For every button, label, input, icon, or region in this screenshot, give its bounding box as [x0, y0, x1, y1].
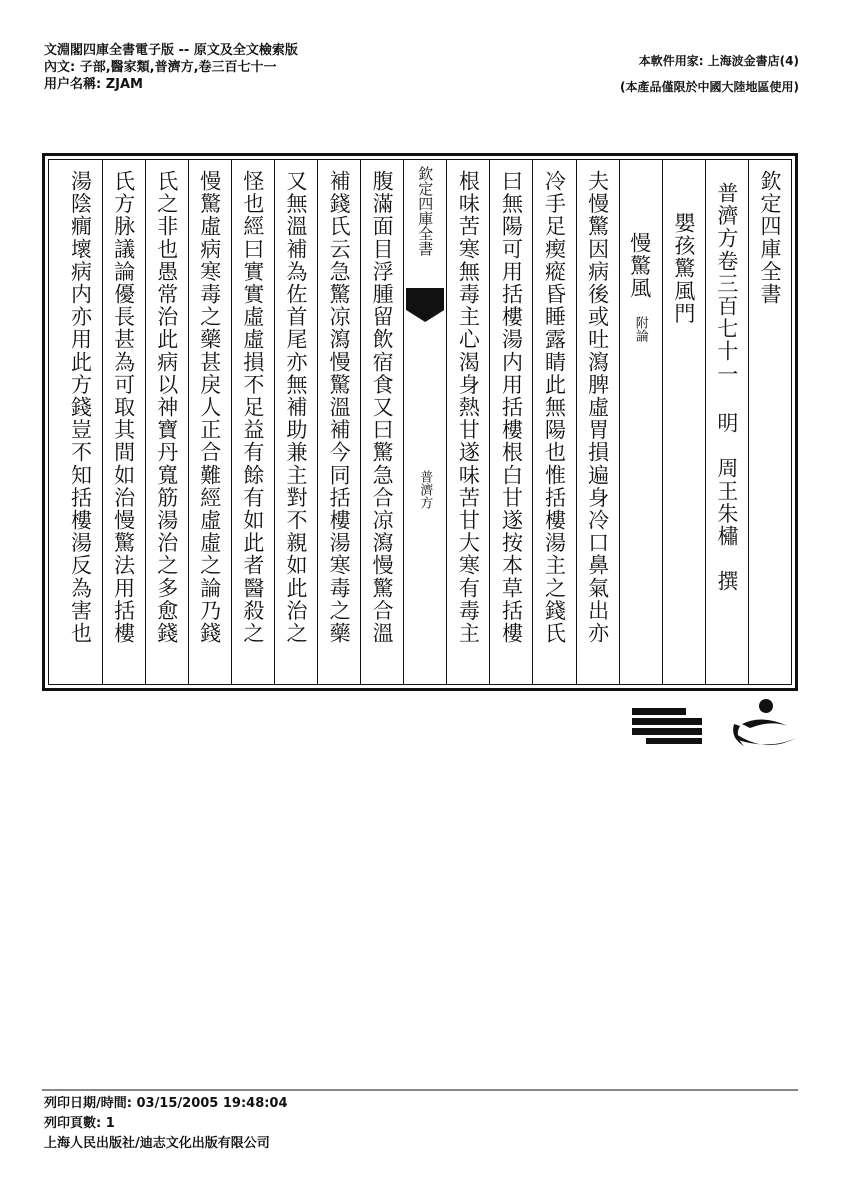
text-column: [748, 160, 791, 684]
book-title: 欽定四庫全書: [758, 170, 782, 306]
text-column: [532, 160, 575, 684]
author-line: 明 周王朱橚 撰: [714, 411, 739, 593]
header-region-notice: (本產品僅限於中國大陸地區使用): [620, 80, 799, 94]
text-column: [446, 160, 489, 684]
text-column: [662, 160, 705, 684]
footer: [44, 1094, 288, 1154]
header-content-path: 內文: 子部,醫家類,普濟方,卷三百七十一: [44, 60, 277, 75]
text-line: 又無溫補為佐首尾亦無補助兼主對不親如此治之: [283, 170, 308, 645]
text-line: 慢驚虛病寒毒之藥甚戾人正合難經虛虛之論乃錢: [197, 170, 222, 645]
text-line: 怪也經曰實實虛虛損不足益有餘有如此者醫殺之: [240, 170, 265, 645]
text-column: [489, 160, 532, 684]
center-fold: [403, 160, 446, 684]
text-line: 湯陰癇壞病内亦用此方錢豈不知括樓湯反為害也: [68, 170, 93, 645]
text-line: 腹滿面目浮腫留飲宿食又曰驚急合凉瀉慢驚合溫: [370, 170, 395, 645]
fold-book-title: 欽定四庫全書: [416, 166, 435, 256]
subsection-note: 附論: [632, 316, 648, 343]
section-heading: 嬰孩驚風門: [671, 212, 696, 325]
text-line: 補錢氏云急驚凉瀉慢驚溫補今同括樓湯寒毒之藥: [327, 170, 352, 645]
print-datetime: 列印日期/時間: 03/15/2005 19:48:04: [44, 1096, 288, 1111]
text-line: 曰無陽可用括樓湯内用括樓根白甘遂按本草括樓: [499, 170, 524, 645]
text-column: [619, 160, 662, 684]
header-username: 用户名稱: ZJAM: [44, 77, 143, 92]
text-line: 夫慢驚因病後或吐瀉脾虛胃損遍身冷口鼻氣出亦: [585, 170, 610, 645]
text-line: 根味苦寒無毒主心渴身熱甘遂味苦甘大寒有毒主: [456, 170, 481, 645]
chapter-title: 普濟方卷三百七十一: [714, 182, 739, 386]
text-line: 氏方脉議論優長甚為可取其間如治慢驚法用括樓: [111, 170, 136, 645]
subsection-heading: [620, 232, 662, 342]
fish-tail-mark: [406, 288, 444, 310]
text-column: [317, 160, 360, 684]
text-column: [231, 160, 274, 684]
text-column: [102, 160, 145, 684]
text-column: [576, 160, 619, 684]
fold-work-title: 普濟方: [417, 470, 433, 509]
text-column: [145, 160, 188, 684]
header-right: [620, 48, 799, 100]
publisher-logo: [630, 694, 800, 754]
text-column: [360, 160, 403, 684]
header-left: [44, 42, 298, 93]
header-title: 文淵閣四庫全書電子版 -- 原文及全文檢索版: [44, 43, 298, 58]
header-licensee: 本軟件用家: 上海波金書店(4): [638, 54, 799, 68]
publisher-credit: 上海人民出版社/迪志文化出版有限公司: [44, 1136, 270, 1151]
subsection-title: 慢驚風: [627, 232, 652, 300]
footer-divider: [42, 1089, 798, 1091]
text-column: [188, 160, 231, 684]
text-column: [274, 160, 317, 684]
chapter-line: [706, 182, 748, 593]
page-frame: [42, 153, 798, 691]
text-columns: [48, 159, 792, 685]
print-page-count: 列印頁數: 1: [44, 1116, 115, 1131]
text-column: [58, 160, 101, 684]
text-line: 氏之非也愚常治此病以神寶丹寬筋湯治之多愈錢: [154, 170, 179, 645]
text-line: 冷手足瘈瘲昏睡露睛此無陽也惟括樓湯主之錢氏: [542, 170, 567, 645]
text-column: [705, 160, 748, 684]
